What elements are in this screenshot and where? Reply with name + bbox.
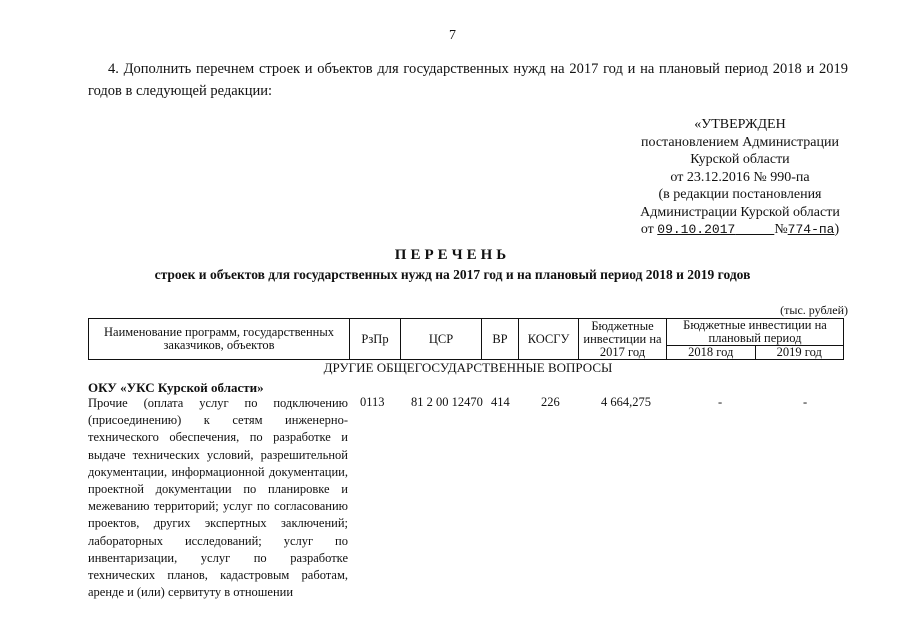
row-inv2017: 4 664,275 (601, 395, 651, 409)
section-heading: ДРУГИЕ ОБЩЕГОСУДАРСТВЕННЫЕ ВОПРОСЫ (323, 360, 613, 375)
approval-close: ) (834, 222, 840, 237)
row-description: Прочие (оплата услуг по подключению (присоединению) к сетям инженерно-технического обеспечения, по разработке и выдаче технических условий, разрешительной документации, информационной документации, проектной документации по планировке и межеванию территорий; услуг по согласованию проектов, других экспертных заключений; лабораторных исследований; услуг по инвентаризации, услуг по разработке технических планов, кадастровым работам, аренде и (или) сервитуту в отношении (88, 396, 348, 600)
header-rzpr: РзПр (350, 319, 401, 360)
row-kosgu: 226 (541, 395, 560, 409)
approval-line: Администрации Курской области (640, 204, 840, 220)
approval-num-prefix: № (774, 222, 788, 237)
paragraph: 4. Дополнить перечнем строек и объектов для государственных нужд на 2017 год и на плановый период 2018 и 2019 годов в следующей редакции: (88, 61, 848, 99)
approval-line (620, 221, 860, 239)
row-2019: - (803, 395, 808, 409)
header-plan: Бюджетные инвестиции на плановый период (667, 319, 844, 346)
row-rzpr: 0113 (360, 395, 385, 409)
header-2019: 2019 год (755, 346, 844, 360)
header-vr: ВР (482, 319, 519, 360)
approval-date: 09.10.2017 (657, 222, 736, 237)
units-label: (тыс. рублей) (780, 303, 848, 317)
header-table (88, 318, 844, 360)
page-number: 7 (449, 28, 456, 43)
header-kosgu: КОСГУ (519, 319, 579, 360)
approval-line: от 23.12.2016 № 990-па (670, 169, 810, 185)
approval-line: «УТВЕРЖДЕН (694, 117, 786, 132)
doc-subtitle: строек и объектов для государственных нужд на 2017 год и на плановый период 2018 и 2019 годов (154, 267, 751, 282)
row-csr: 81 2 00 12470 (411, 395, 483, 409)
approval-block (620, 116, 860, 239)
header-csr: ЦСР (401, 319, 482, 360)
row-vr: 414 (491, 395, 510, 409)
approval-line: постановлением Администрации (641, 134, 839, 150)
org-name: ОКУ «УКС Курской области» (88, 380, 264, 395)
header-inv2017: Бюджетные инвестиции на 2017 год (579, 319, 667, 360)
approval-line: (в редакции постановления (658, 187, 822, 202)
approval-prefix: от (640, 222, 658, 237)
doc-title: ПЕРЕЧЕНЬ (394, 247, 511, 263)
approval-number: 774-па (787, 222, 835, 237)
header-name: Наименование программ, государственных заказчиков, объектов (89, 319, 350, 360)
approval-line: Курской области (690, 152, 790, 167)
row-2018: - (718, 395, 723, 409)
header-2018: 2018 год (667, 346, 756, 360)
